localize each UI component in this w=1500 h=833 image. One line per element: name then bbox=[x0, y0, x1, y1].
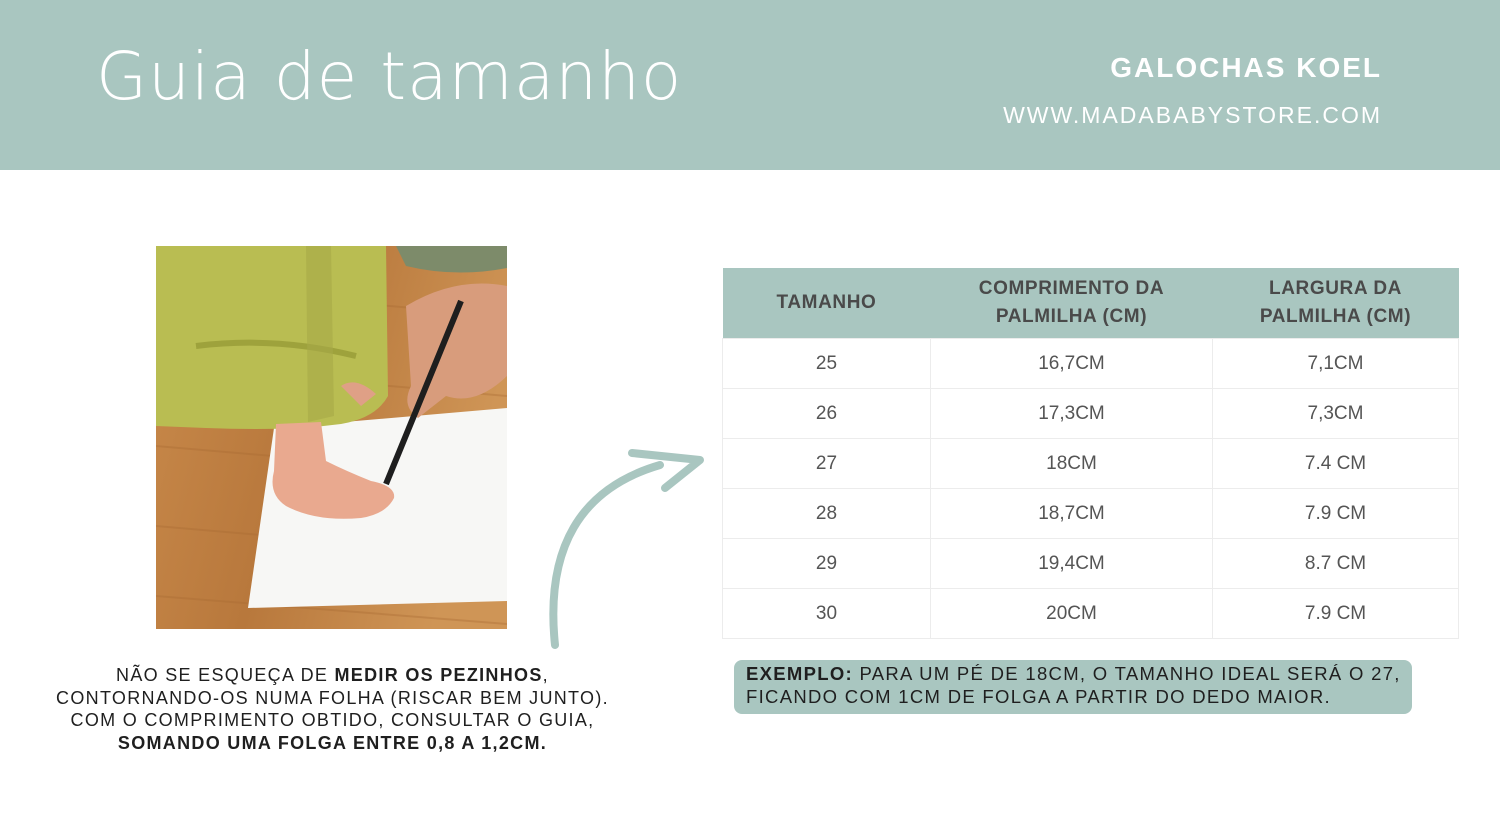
size-chart-table bbox=[722, 268, 1459, 639]
table-row bbox=[723, 339, 1459, 389]
length-cell: 18,7CM bbox=[931, 489, 1213, 539]
instruction-line-3: COM O COMPRIMENTO OBTIDO, CONSULTAR O GUIA, bbox=[70, 710, 595, 730]
length-cell: 17,3CM bbox=[931, 389, 1213, 439]
table-row bbox=[723, 439, 1459, 489]
width-cell: 7.4 CM bbox=[1213, 439, 1459, 489]
child-foot-tracing-photo bbox=[156, 246, 507, 629]
width-cell: 8.7 CM bbox=[1213, 539, 1459, 589]
instruction-text: NÃO SE ESQUEÇA DE bbox=[116, 665, 335, 685]
column-header-width: LARGURA DA PALMILHA (CM) bbox=[1213, 268, 1459, 339]
column-header-size: TAMANHO bbox=[723, 268, 931, 339]
curved-arrow-icon bbox=[540, 440, 710, 655]
instruction-text: , bbox=[542, 665, 549, 685]
instruction-emphasis: MEDIR OS PEZINHOS bbox=[334, 665, 543, 685]
size-cell: 30 bbox=[723, 589, 931, 639]
table-row bbox=[723, 389, 1459, 439]
width-cell: 7.9 CM bbox=[1213, 589, 1459, 639]
width-cell: 7.9 CM bbox=[1213, 489, 1459, 539]
length-cell: 19,4CM bbox=[931, 539, 1213, 589]
table-header-row bbox=[723, 268, 1459, 339]
page-title: Guia de tamanho bbox=[96, 38, 683, 115]
brand-name: GALOCHAS KOEL bbox=[1110, 52, 1382, 83]
header-banner bbox=[0, 0, 1500, 170]
size-cell: 25 bbox=[723, 339, 931, 389]
width-cell: 7,1CM bbox=[1213, 339, 1459, 389]
column-header-length: COMPRIMENTO DA PALMILHA (CM) bbox=[931, 268, 1213, 339]
size-cell: 27 bbox=[723, 439, 931, 489]
size-cell: 26 bbox=[723, 389, 931, 439]
length-cell: 18CM bbox=[931, 439, 1213, 489]
table-row bbox=[723, 589, 1459, 639]
example-text: PARA UM PÉ DE 18CM, O TAMANHO IDEAL SERÁ O 27, FICANDO COM 1CM DE FOLGA A PARTIR DO DEDO MAIOR. bbox=[746, 663, 1401, 707]
measurement-instructions bbox=[20, 664, 645, 754]
length-cell: 16,7CM bbox=[931, 339, 1213, 389]
size-cell: 29 bbox=[723, 539, 931, 589]
example-label: EXEMPLO: bbox=[746, 663, 854, 684]
instruction-line-4 bbox=[20, 732, 645, 755]
photo-illustration bbox=[156, 246, 507, 629]
example-callout bbox=[734, 660, 1412, 714]
instruction-line-1 bbox=[20, 664, 645, 687]
length-cell: 20CM bbox=[931, 589, 1213, 639]
table-row bbox=[723, 489, 1459, 539]
website-url: WWW.MADABABYSTORE.COM bbox=[1003, 102, 1382, 128]
width-cell: 7,3CM bbox=[1213, 389, 1459, 439]
table-row bbox=[723, 539, 1459, 589]
instruction-emphasis: SOMANDO UMA FOLGA ENTRE 0,8 A 1,2CM. bbox=[117, 732, 548, 753]
instruction-line-2: CONTORNANDO-OS NUMA FOLHA (RISCAR BEM JUNTO). bbox=[56, 687, 609, 708]
size-cell: 28 bbox=[723, 489, 931, 539]
